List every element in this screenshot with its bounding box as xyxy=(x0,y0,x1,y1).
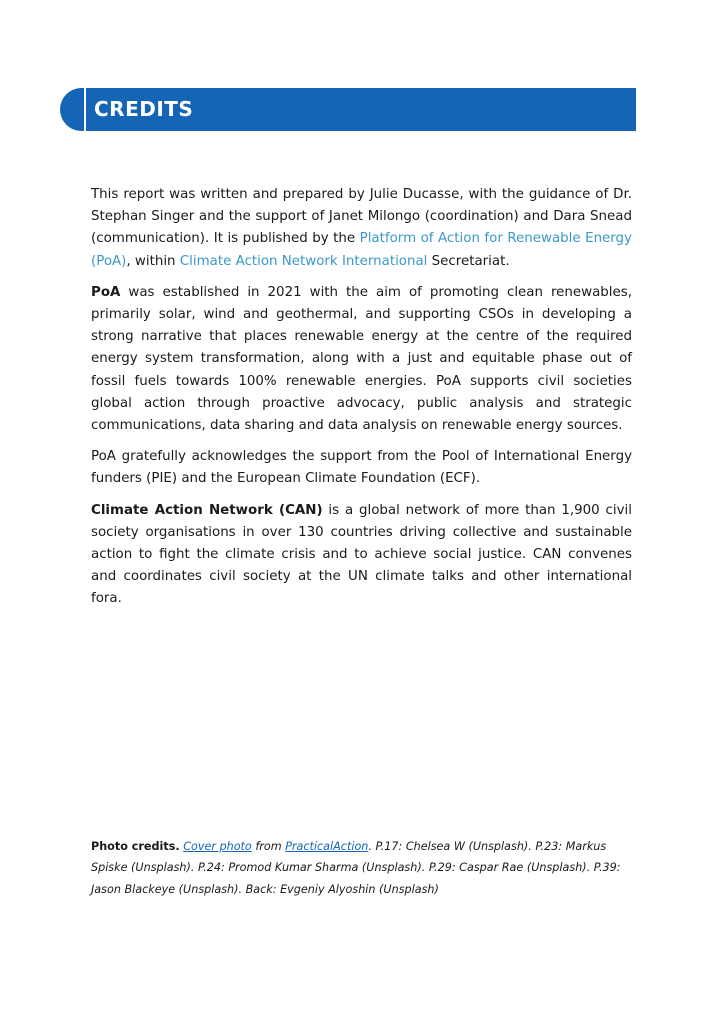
intro-text-2: , within xyxy=(126,253,180,269)
can-description: is a global network of more than 1,900 civil society organisations in over 130 countries driving collective and sustainable action to fight the climate crisis and to achieve social justice. CAN convenes and coordinates civil society at the UN climate talks and other international fora. xyxy=(91,502,632,607)
practical-action-link[interactable]: PracticalAction xyxy=(285,840,369,853)
page-title: CREDITS xyxy=(94,97,194,121)
poa-term: PoA xyxy=(91,284,121,300)
intro-text-3: Secretariat. xyxy=(427,253,510,269)
can-paragraph xyxy=(91,500,632,611)
acknowledgement-text: PoA gratefully acknowledges the support from the Pool of International Energy funders (PIE) and the European Climate Foundation (ECF). xyxy=(91,449,632,487)
credits-body xyxy=(91,184,632,620)
section-header xyxy=(60,88,636,131)
photo-credits-text-1: from xyxy=(251,840,286,853)
can-term: Climate Action Network (CAN) xyxy=(91,502,323,518)
poa-link[interactable]: Platform of Action for Renewable Energy (PoA) xyxy=(91,231,632,269)
intro-text-1: This report was written and prepared by Julie Ducasse, with the guidance of Dr. Stephan Singer and the support of Janet Milongo (coordination) and Dara Snead (communication). It is published by the xyxy=(91,187,632,247)
can-international-link[interactable]: Climate Action Network International xyxy=(179,253,428,269)
header-banner xyxy=(86,88,636,131)
intro-paragraph xyxy=(91,184,632,273)
photo-credits-label: Photo credits. xyxy=(91,840,180,853)
poa-paragraph xyxy=(91,282,632,437)
cover-photo-link[interactable]: Cover photo xyxy=(183,840,252,853)
header-rounded-cap xyxy=(60,88,84,131)
acknowledgement-paragraph xyxy=(91,446,632,490)
photo-credits-text-2: . P.17: Chelsea W (Unsplash). P.23: Markus Spiske (Unsplash). P.24: Promod Kumar Sharma (Unsplash). P.29: Caspar Rae (Unsplash). P.39: Jason Blackeye (Unsplash). Back: Evgeniy Alyoshin (Unsplash) xyxy=(91,840,621,896)
poa-description: was established in 2021 with the aim of promoting clean renewables, primarily solar, wind and geothermal, and supporting CSOs in developing a strong narrative that places renewable energy at the centre of the required energy system transformation, along with a just and equitable phase out of fossil fuels towards 100% renewable energies. PoA supports civil societies global action through proactive advocacy, public analysis and strategic communications, data sharing and data analysis on renewable energy sources. xyxy=(91,284,632,434)
photo-credits xyxy=(91,836,636,900)
